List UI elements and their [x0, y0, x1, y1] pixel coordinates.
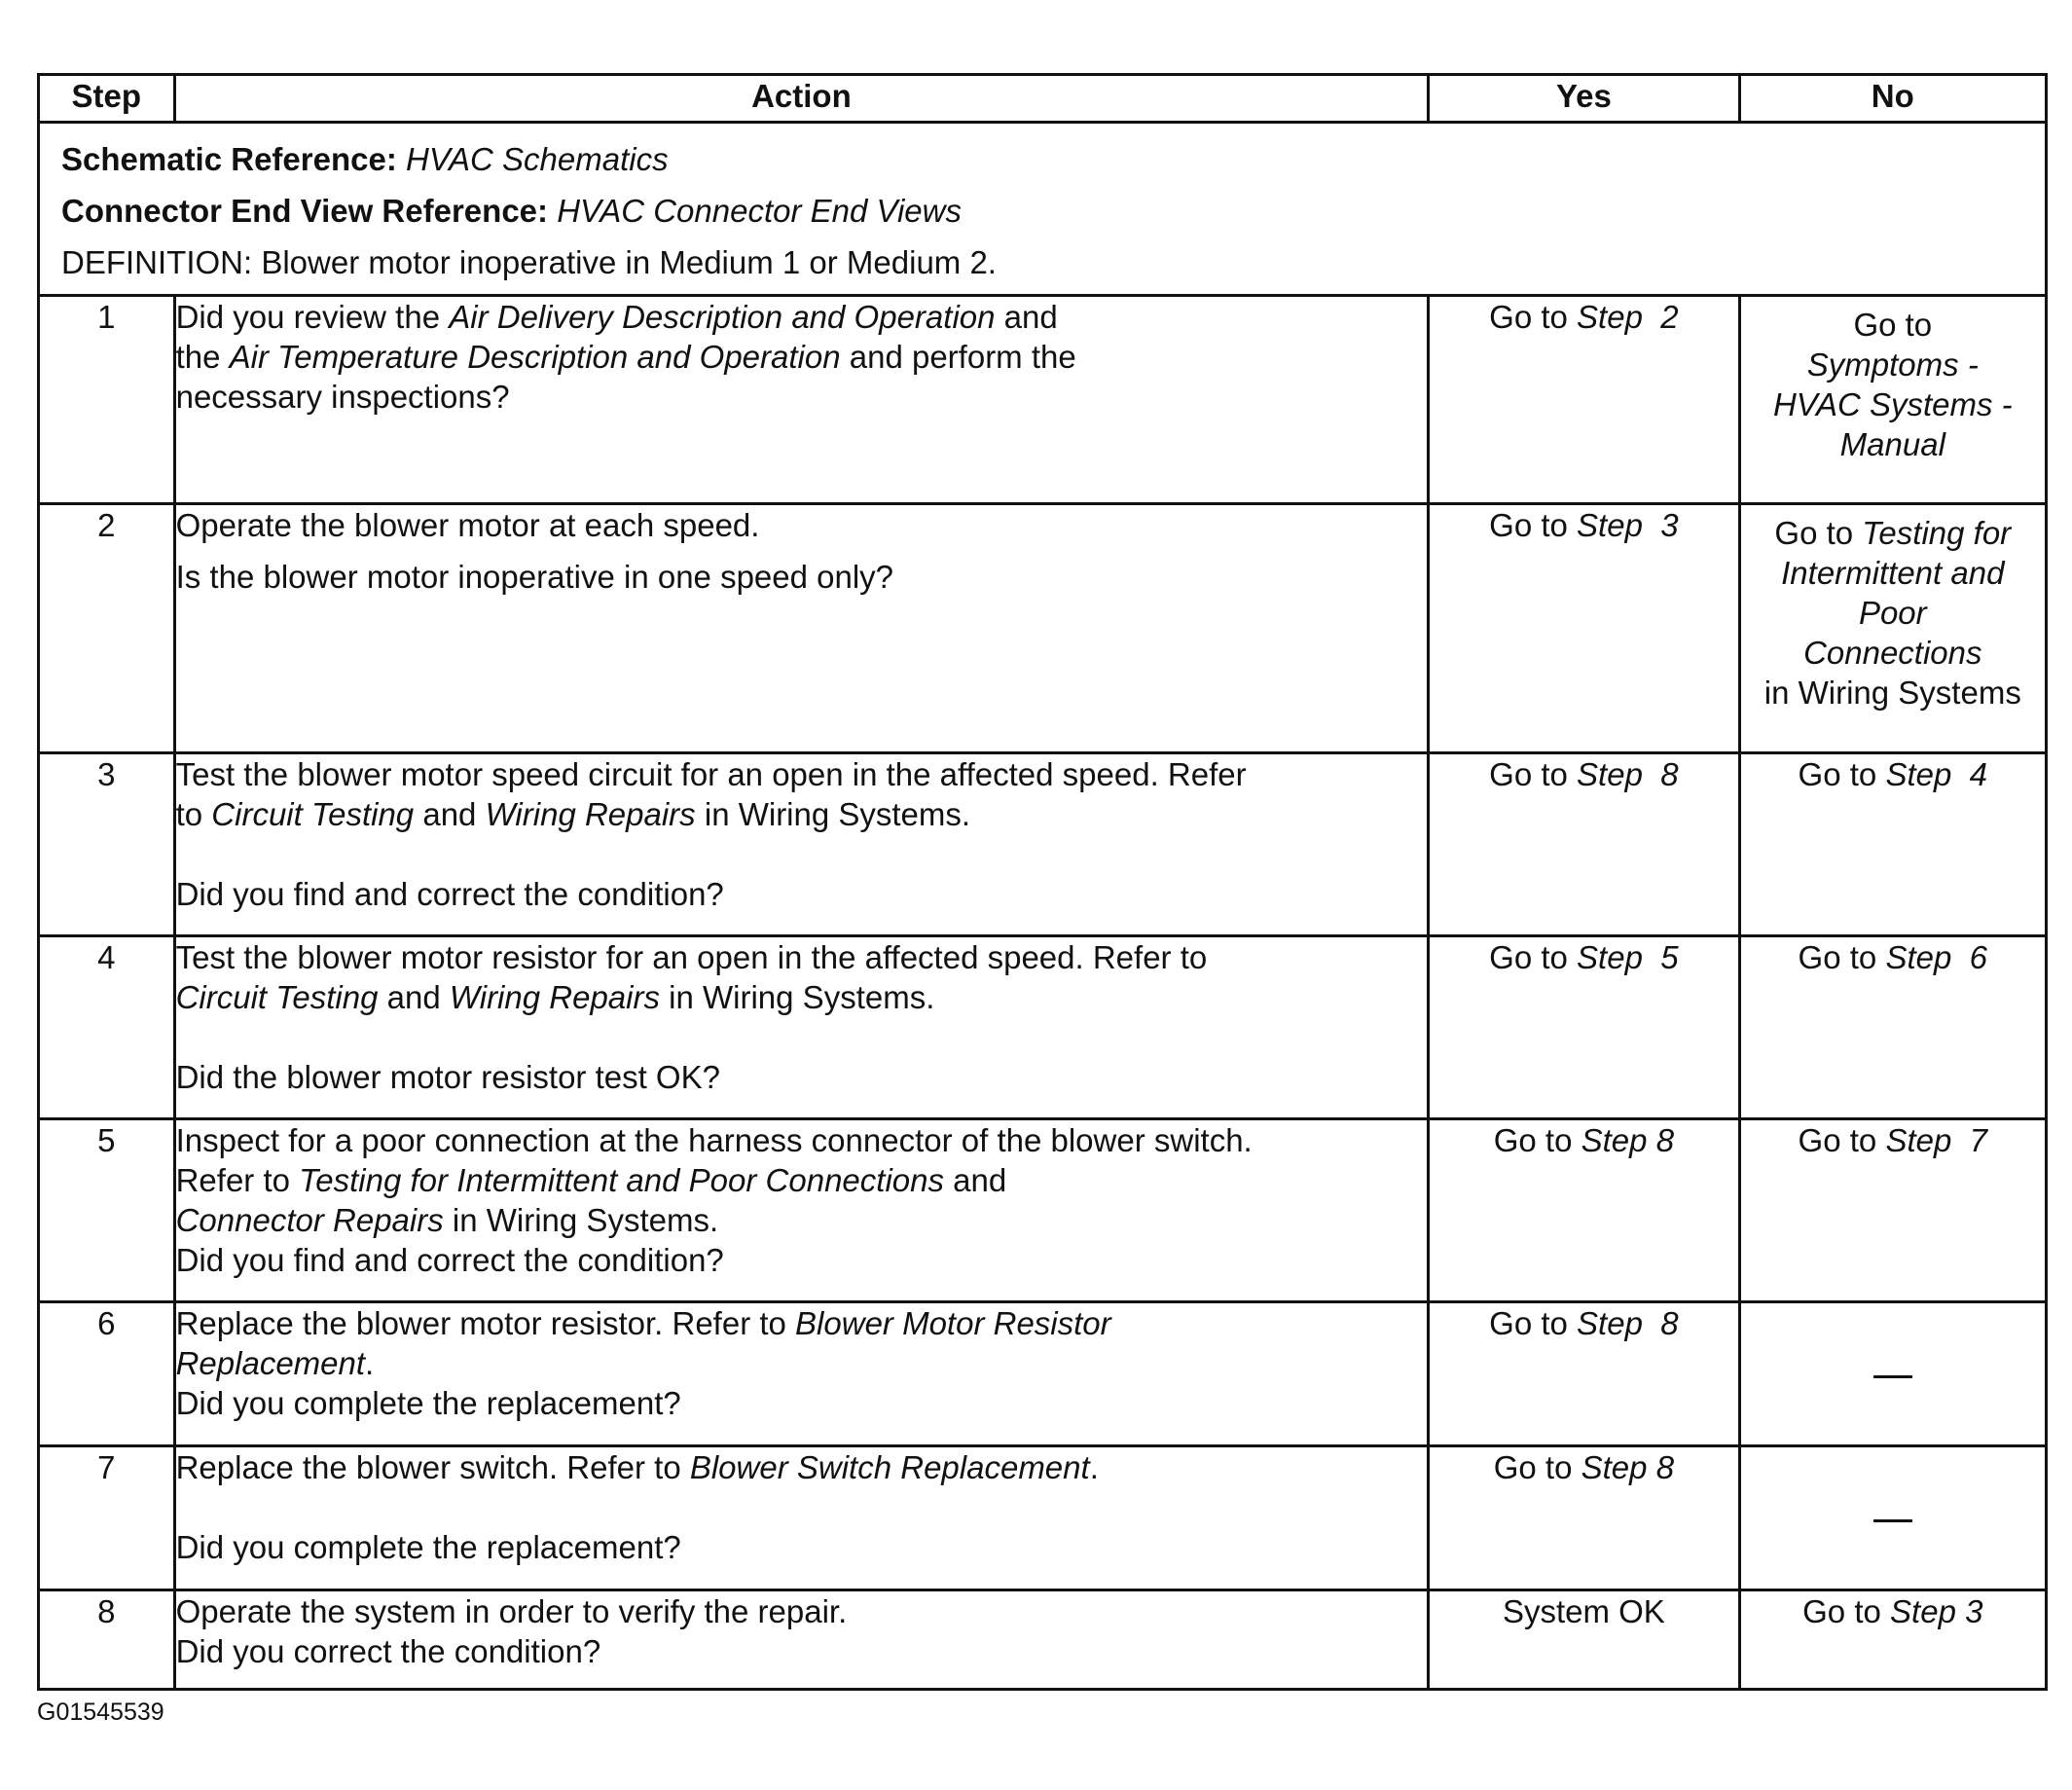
yes-cell: Go to Step 3	[1429, 504, 1739, 753]
no-cell: Go to Step 7	[1739, 1119, 2046, 1302]
action-question: Did you complete the replacement?	[175, 1385, 681, 1421]
action-question: Did you find and correct the condition?	[175, 1242, 724, 1278]
not-applicable-dash	[1873, 1519, 1912, 1522]
step-link[interactable]: Step 3	[1577, 507, 1679, 543]
yes-cell: Go to Step 2	[1429, 296, 1739, 504]
reference-link[interactable]: Testing for Intermittent and Poor Connections	[299, 1162, 944, 1198]
reference-link[interactable]: Symptoms - HVAC Systems - Manual	[1772, 347, 2013, 462]
action-question: Is the blower motor inoperative in one speed only?	[175, 559, 894, 595]
step-number: 2	[39, 504, 175, 753]
reference-link[interactable]: Blower Motor Resistor	[795, 1305, 1111, 1341]
yes-cell: Go to Step 8	[1429, 1302, 1739, 1446]
yes-cell: Go to Step 8	[1429, 1446, 1739, 1590]
table-row	[39, 936, 2047, 1119]
header-row	[39, 75, 2047, 123]
no-cell	[1739, 1446, 2046, 1590]
header-yes: Yes	[1429, 75, 1739, 123]
reference-link[interactable]: Circuit Testing	[211, 796, 415, 832]
reference-link[interactable]: Intermittent and Poor Connections	[1781, 555, 2005, 671]
action-line: to Circuit Testing and Wiring Repairs in Wiring Systems.	[175, 796, 971, 832]
action-line: Did you review the Air Delivery Description and Operation and	[175, 299, 1058, 335]
table-row	[39, 1119, 2047, 1302]
reference-link[interactable]: Air Temperature Description and Operation	[229, 339, 841, 375]
action-cell	[174, 1302, 1429, 1446]
yes-cell: Go to Step 8	[1429, 753, 1739, 936]
header-action: Action	[174, 75, 1429, 123]
step-link[interactable]: Step 5	[1577, 939, 1679, 975]
yes-cell: Go to Step 5	[1429, 936, 1739, 1119]
action-question: Did the blower motor resistor test OK?	[175, 1059, 720, 1095]
header-no: No	[1739, 75, 2046, 123]
not-applicable-dash	[1873, 1375, 1912, 1378]
step-number: 8	[39, 1590, 175, 1690]
figure-id: G01545539	[37, 1699, 164, 1726]
action-line: Replace the blower motor resistor. Refer to Blower Motor Resistor	[175, 1305, 1111, 1341]
action-line: Test the blower motor speed circuit for an open in the affected speed. Refer	[175, 756, 1247, 792]
table-row	[39, 504, 2047, 753]
reference-link[interactable]: Wiring Repairs	[449, 979, 660, 1015]
table-row	[39, 1590, 2047, 1690]
action-cell	[174, 936, 1429, 1119]
reference-link[interactable]: Testing for	[1862, 515, 2012, 551]
action-cell	[174, 1446, 1429, 1590]
action-question: Did you find and correct the condition?	[175, 876, 724, 912]
diagnostic-table	[37, 73, 2048, 1691]
connector-reference	[61, 185, 2045, 237]
step-link[interactable]: Step 6	[1885, 939, 1988, 975]
step-link[interactable]: Step 8	[1581, 1449, 1675, 1485]
reference-link[interactable]: Replacement	[175, 1345, 366, 1381]
schematic-reference-link[interactable]: HVAC Schematics	[406, 141, 669, 177]
yes-cell: Go to Step 8	[1429, 1119, 1739, 1302]
no-cell: Go to Testing for Intermittent and Poor Connections in Wiring Systems	[1739, 504, 2046, 753]
no-cell: Go to Symptoms - HVAC Systems - Manual	[1739, 296, 2046, 504]
reference-cell	[39, 123, 2047, 296]
header-step: Step	[39, 75, 175, 123]
action-line: Replacement.	[175, 1345, 375, 1381]
no-cell: Go to Step 6	[1739, 936, 2046, 1119]
step-link[interactable]: Step 4	[1885, 756, 1988, 792]
action-cell	[174, 1590, 1429, 1690]
action-question: Did you correct the condition?	[175, 1633, 601, 1669]
action-line: Circuit Testing and Wiring Repairs in Wiring Systems.	[175, 979, 935, 1015]
no-cell: Go to Step 4	[1739, 753, 2046, 936]
step-number: 7	[39, 1446, 175, 1590]
schematic-reference	[61, 133, 2045, 185]
step-number: 1	[39, 296, 175, 504]
step-link[interactable]: Step 8	[1577, 1305, 1679, 1341]
step-number: 3	[39, 753, 175, 936]
action-cell	[174, 753, 1429, 936]
action-line: Connector Repairs in Wiring Systems.	[175, 1202, 719, 1238]
reference-link[interactable]: Circuit Testing	[175, 979, 379, 1015]
table-row	[39, 1302, 2047, 1446]
table-row	[39, 1446, 2047, 1590]
action-line: Replace the blower switch. Refer to Blower Switch Replacement.	[175, 1449, 1099, 1485]
reference-link[interactable]: Connector Repairs	[175, 1202, 444, 1238]
definition: DEFINITION: Blower motor inoperative in Medium 1 or Medium 2.	[61, 244, 997, 280]
step-link[interactable]: Step 7	[1885, 1122, 1988, 1158]
action-line: Inspect for a poor connection at the harness connector of the blower switch.	[175, 1122, 1253, 1158]
step-link[interactable]: Step 8	[1577, 756, 1679, 792]
step-link[interactable]: Step 3	[1890, 1593, 1983, 1629]
step-number: 6	[39, 1302, 175, 1446]
reference-link[interactable]: Blower Switch Replacement	[689, 1449, 1090, 1485]
action-question: Did you complete the replacement?	[175, 1529, 681, 1565]
action-line: the Air Temperature Description and Operation and perform the	[175, 339, 1076, 375]
table-row	[39, 753, 2047, 936]
reference-link[interactable]: Air Delivery Description and Operation	[449, 299, 996, 335]
table-row	[39, 296, 2047, 504]
step-number: 4	[39, 936, 175, 1119]
action-cell	[174, 1119, 1429, 1302]
no-cell	[1739, 1302, 2046, 1446]
reference-link[interactable]: Wiring Repairs	[485, 796, 696, 832]
schematic-reference-label: Schematic Reference:	[61, 141, 397, 177]
connector-reference-label: Connector End View Reference:	[61, 193, 549, 229]
action-line: Operate the system in order to verify the repair.	[175, 1593, 848, 1629]
no-cell: Go to Step 3	[1739, 1590, 2046, 1690]
action-cell	[174, 504, 1429, 753]
action-question: necessary inspections?	[175, 379, 510, 415]
action-line: Test the blower motor resistor for an open in the affected speed. Refer to	[175, 939, 1208, 975]
yes-cell: System OK	[1429, 1590, 1739, 1690]
step-number: 5	[39, 1119, 175, 1302]
action-line: Operate the blower motor at each speed.	[175, 507, 760, 543]
action-line: Refer to Testing for Intermittent and Poor Connections and	[175, 1162, 1007, 1198]
step-link[interactable]: Step 8	[1581, 1122, 1675, 1158]
action-cell	[174, 296, 1429, 504]
step-link[interactable]: Step 2	[1577, 299, 1679, 335]
reference-row	[39, 123, 2047, 296]
connector-reference-link[interactable]: HVAC Connector End Views	[557, 193, 962, 229]
